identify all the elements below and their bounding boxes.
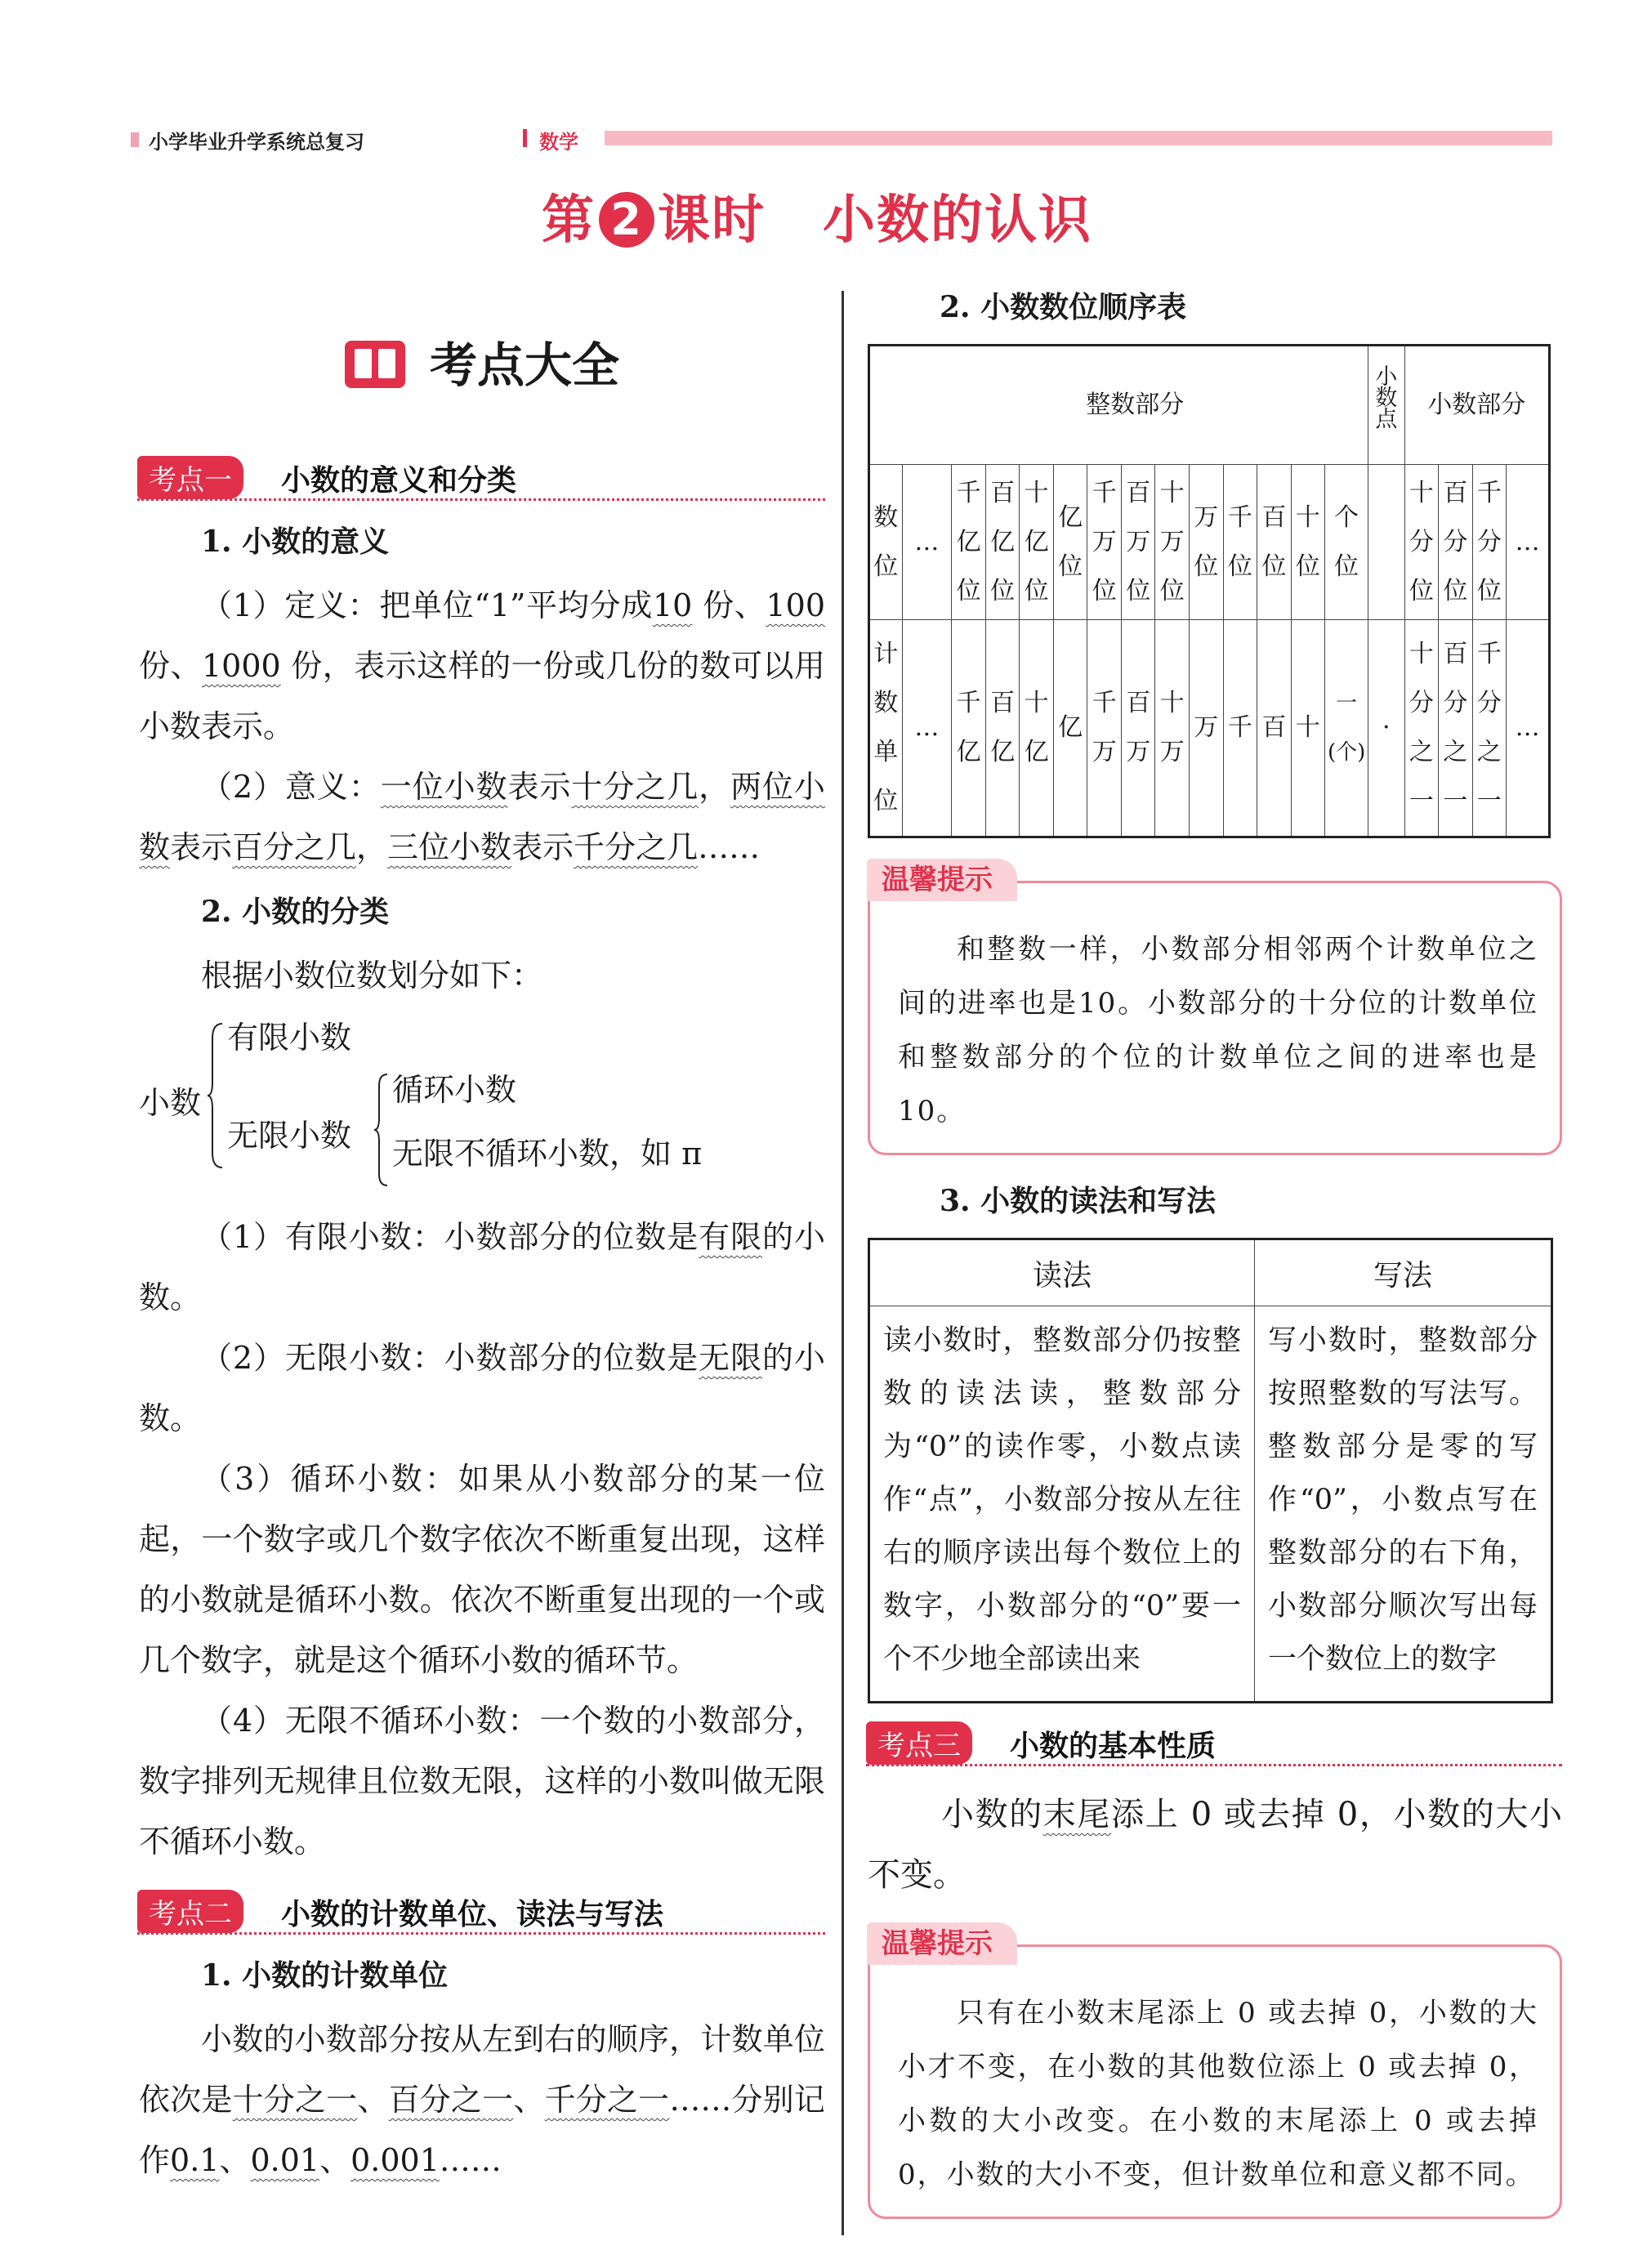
kaodian-tag: 考点三: [866, 1721, 972, 1765]
decimal-part-header: 小数部分: [1404, 346, 1549, 465]
infinite-paragraph: （2）无限小数：小数部分的位数是无限的小数。: [139, 1340, 825, 1436]
tip-tag: 温馨提示: [867, 859, 1017, 901]
kaodian-tag: 考点一: [137, 456, 243, 499]
classify-intro: 根据小数位数划分如下：: [201, 958, 543, 993]
finite-paragraph: （1）有限小数：小数部分的位数是有限的小数。: [139, 1219, 825, 1315]
lesson-number: 2: [599, 192, 654, 248]
brace-icon: [206, 1022, 224, 1169]
header-bar: [131, 132, 139, 147]
unit-cell: 十: [1291, 620, 1325, 837]
repeating-paragraph: （3）循环小数：如果从小数部分的某一位起，一个数字或几个数字依次不断重复出现，这样的小数就是循环小数。依次不断重复出现的一个或几个数字，就是这个循环小数的循环节。: [139, 1461, 825, 1678]
tip-tag: 温馨提示: [867, 1922, 1017, 1965]
decimal-point-header: 小数点: [1368, 346, 1404, 465]
brace-icon: [373, 1073, 389, 1187]
running-header: [131, 123, 1552, 152]
header-stripe: [605, 131, 1552, 145]
digit-cell: 百位: [1257, 465, 1292, 620]
kaodian-title: 小数的意义和分类: [281, 464, 517, 498]
header-separator: [523, 129, 527, 147]
digit-cell: 百亿位: [985, 465, 1020, 620]
digit-cell: 十亿位: [1020, 465, 1054, 620]
digit-row: [869, 465, 1550, 620]
digit-cell: 百万位: [1121, 465, 1155, 620]
tip-box-1: [868, 864, 1562, 1155]
integer-part-header: 整数部分: [902, 346, 1368, 465]
subheading: 1. 小数的计数单位: [201, 1958, 449, 1993]
subheading: 1. 小数的意义: [201, 525, 390, 559]
subheading: 2. 小数的分类: [201, 895, 390, 929]
property-paragraph: 小数的末尾添上 0 或去掉 0，小数的大小不变。: [868, 1796, 1563, 1894]
unit-cell: …: [902, 620, 952, 837]
read-header: 读法: [869, 1239, 1255, 1306]
tree-nonrepeating: 无限不循环小数，如 π: [392, 1136, 703, 1172]
kaodian-title: 小数的计数单位、读法与写法: [281, 1898, 664, 1931]
place-value-table: [868, 344, 1551, 838]
unit-cell: 千分之一: [1472, 620, 1507, 837]
table-header-row: [869, 346, 1550, 465]
kaodian-tag: 考点二: [137, 1890, 243, 1933]
tip-box-2: [868, 1927, 1562, 2219]
digit-cell: 个位: [1325, 465, 1368, 620]
digit-cell: 千位: [1223, 465, 1257, 620]
digit-cell: …: [1507, 465, 1550, 620]
unit-cell: ·: [1368, 620, 1404, 837]
unit-cell: 千亿: [952, 620, 986, 837]
digit-cell: 十分位: [1404, 465, 1439, 620]
unit-cell: 十万: [1155, 620, 1190, 837]
kaodian-2-heading: [137, 1886, 825, 1935]
unit-cell: …: [1507, 620, 1550, 837]
definition-paragraph: （1）定义：把单位“1”平均分成10 份、100 份、1000 份，表示这样的一份或几份的数可以用小数表示。: [139, 587, 825, 744]
kaodian-1-heading: [137, 453, 825, 501]
tree-repeating: 循环小数: [392, 1072, 517, 1108]
nonrepeating-paragraph: （4）无限不循环小数：一个数的小数部分，数字排列无规律且位数无限，这样的小数叫做无限不循环小数。: [139, 1703, 825, 1859]
digit-cell: 十万位: [1155, 465, 1190, 620]
unit-cell: 百亿: [985, 620, 1020, 837]
tip-text: 只有在小数末尾添上 0 或去掉 0，小数的大小才不变，在小数的其他数位添上 0 或去掉 0，小数的大小改变。在小数的末尾添上 0 或去掉 0，小数的大小不变，但计数单位和意义都不同。: [898, 1997, 1538, 2191]
read-write-table: [868, 1238, 1553, 1703]
section-title: 考点大全: [429, 337, 619, 393]
tip-text: 和整数一样，小数部分相邻两个计数单位之间的进率也是10。小数部分的十分位的计数单位和整数部分的个位的计数单位之间的进率也是10。: [898, 933, 1538, 1127]
unit-cell: 百: [1257, 620, 1292, 837]
digit-cell: 百分位: [1439, 465, 1473, 620]
book-icon: [345, 341, 405, 388]
unit-cell: 万: [1190, 620, 1224, 837]
unit-cell: 十分之一: [1404, 620, 1439, 837]
unit-cell: 十亿: [1020, 620, 1054, 837]
section-heading: [139, 327, 825, 395]
unit-cell: 一(个): [1325, 620, 1368, 837]
meaning-paragraph: （2）意义：一位小数表示十分之几，两位小数表示百分之几，三位小数表示千分之几……: [139, 769, 825, 865]
table-title: 2. 小数数位顺序表: [940, 290, 1187, 324]
digit-cell: 十位: [1291, 465, 1325, 620]
kaodian-title: 小数的基本性质: [1010, 1730, 1217, 1763]
unit-cell: 百万: [1121, 620, 1155, 837]
tree-root: 小数: [139, 1085, 202, 1121]
right-column: [868, 284, 1562, 2242]
row-label: 数位: [869, 465, 903, 620]
classification-tree: [139, 1012, 825, 1192]
title-suffix: 课时: [658, 190, 766, 251]
title-topic: 小数的认识: [823, 190, 1092, 251]
left-column: [139, 327, 825, 2190]
kaodian-3-heading: [866, 1718, 1562, 1766]
digit-cell: 万位: [1190, 465, 1224, 620]
unit-paragraph: 小数的小数部分按从左到右的顺序，计数单位依次是十分之一、百分之一、千分之一……分别记作0.1、0.01、0.001……: [139, 2021, 825, 2178]
unit-cell: 千: [1223, 620, 1257, 837]
write-cell: 写小数时，整数部分按照整数的写法写。整数部分是零的写作“0”，小数点写在整数部分的右下角，小数部分顺次写出每一个数位上的数字: [1255, 1306, 1552, 1703]
digit-cell: 千亿位: [952, 465, 986, 620]
unit-cell: 亿: [1053, 620, 1087, 837]
digit-cell: [1368, 465, 1404, 620]
tree-finite: 有限小数: [227, 1020, 352, 1056]
unit-cell: 百分之一: [1439, 620, 1473, 837]
table-title: 3. 小数的读法和写法: [940, 1184, 1217, 1218]
unit-row: [869, 620, 1550, 837]
digit-cell: 亿位: [1053, 465, 1087, 620]
subject-label: 数学: [539, 131, 578, 154]
digit-cell: 千分位: [1472, 465, 1507, 620]
title-prefix: 第: [542, 190, 596, 251]
write-header: 写法: [1255, 1239, 1552, 1306]
row-label: 计数单位: [869, 620, 903, 837]
read-cell: 读小数时，整数部分仍按整数的读法读，整数部分为“0”的读作零，小数点读作“点”，小数部分按从左往右的顺序读出每个数位上的数字，小数部分的“0”要一个不少地全部读出来: [869, 1306, 1255, 1703]
digit-cell: 千万位: [1087, 465, 1122, 620]
book-series: 小学毕业升学系统总复习: [149, 131, 364, 154]
page-title: [0, 178, 1634, 253]
unit-cell: 千万: [1087, 620, 1122, 837]
column-divider: [842, 291, 844, 2235]
digit-cell: …: [902, 465, 952, 620]
tree-infinite: 无限小数: [227, 1118, 352, 1154]
